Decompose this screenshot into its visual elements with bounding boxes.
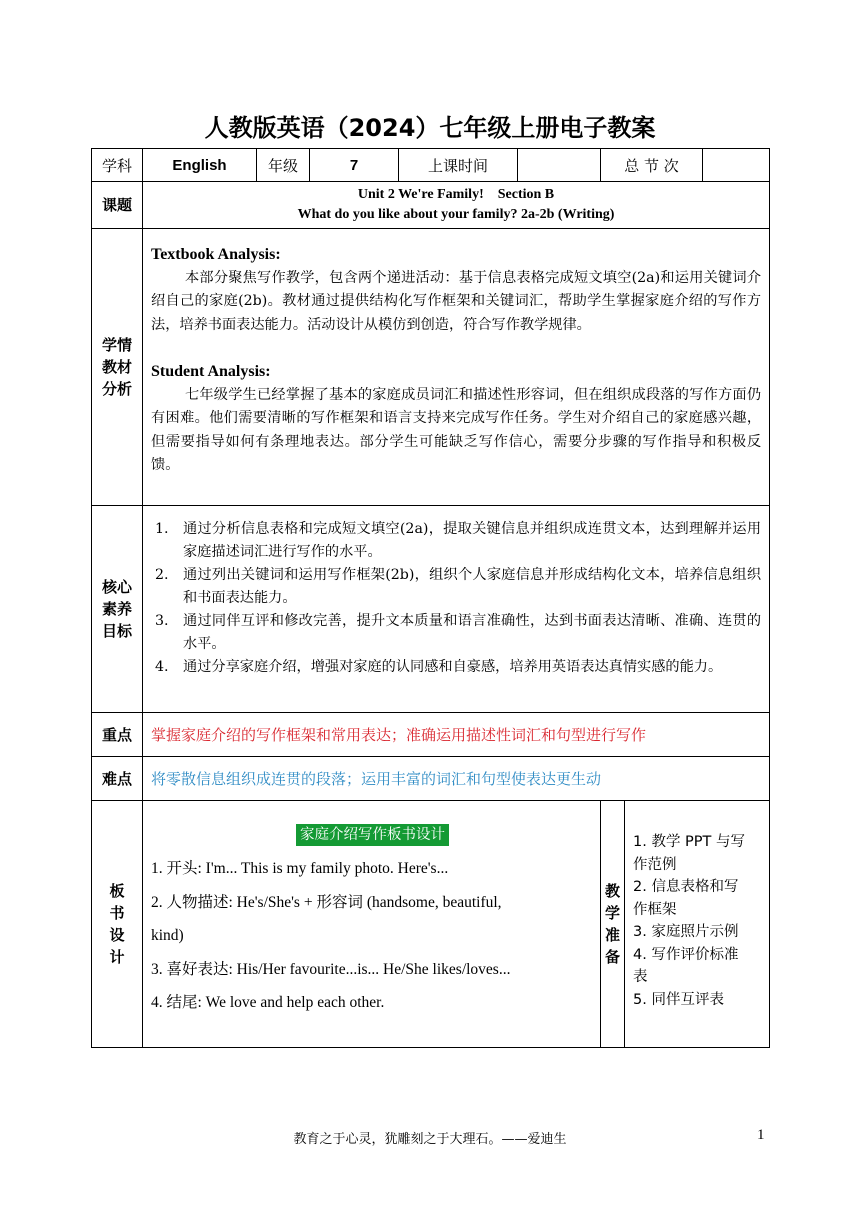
- objectives-label: [92, 506, 143, 713]
- page-title: 人教版英语（2024）七年级上册电子教案: [204, 114, 656, 142]
- analysis-label-line: 学情: [101, 336, 132, 354]
- key-point-row: [92, 713, 770, 757]
- difficulty-text: 将零散信息组织成连贯的段落；运用丰富的词汇和句型使表达更生动: [143, 757, 770, 801]
- objective-item: [151, 564, 761, 609]
- subject-value: English: [143, 149, 257, 182]
- objective-item: [151, 518, 761, 563]
- prep-line: 作范例: [633, 856, 677, 873]
- prep-line: 4. 写作评价标准: [633, 946, 739, 963]
- prep-line: 2. 信息表格和写: [633, 879, 739, 895]
- board-design-content: [143, 801, 601, 1048]
- topic-row: [92, 182, 770, 229]
- objectives-label-line: 目标: [101, 622, 132, 640]
- textbook-analysis-heading: Textbook Analysis:: [151, 246, 281, 263]
- board-label-char: 书: [109, 904, 125, 922]
- footer-quote: 教育之于心灵，犹雕刻之于大理石。——爱迪生: [293, 1132, 567, 1147]
- grade-value: 7: [310, 149, 399, 182]
- analysis-content: [143, 229, 770, 506]
- prep-line: 表: [633, 969, 648, 985]
- objective-number: 4.: [155, 659, 169, 675]
- total-sessions-value: [703, 149, 770, 182]
- analysis-row: [92, 229, 770, 506]
- objectives-label-line: 素养: [101, 600, 132, 618]
- student-analysis-heading: Student Analysis:: [151, 363, 271, 380]
- board-label-char: 板: [109, 882, 125, 900]
- prep-label-char: 备: [604, 948, 620, 966]
- objectives-content: [143, 506, 770, 713]
- objective-number: 2.: [155, 567, 169, 583]
- board-label-char: 设: [109, 926, 125, 944]
- objective-text: 通过分享家庭介绍，增强对家庭的认同感和自豪感，培养用英语表达真情实感的能力。: [183, 659, 723, 675]
- board-line: kind): [151, 927, 184, 944]
- total-sessions-label: 总 节 次: [601, 149, 703, 182]
- objectives-row: [92, 506, 770, 713]
- textbook-analysis-text: 本部分聚焦写作教学，包含两个递进活动：基于信息表格完成短文填空(2a)和运用关键词介绍自己的家庭(2b)。教材通过提供结构化写作框架和关键词汇，帮助学生掌握家庭介绍的写作方法，培养书面表达能力。活动设计从模仿到创造，符合写作教学规律。: [151, 269, 762, 333]
- prep-label-char: 学: [604, 904, 620, 922]
- difficulty-row: [92, 757, 770, 801]
- board-row: [92, 801, 770, 1048]
- class-time-value: [518, 149, 601, 182]
- difficulty-label: 难点: [92, 757, 143, 801]
- objective-number: 1.: [155, 521, 169, 537]
- class-time-label: 上课时间: [399, 149, 518, 182]
- analysis-label: [92, 229, 143, 506]
- grade-label: 年级: [257, 149, 310, 182]
- objectives-label-line: 核心: [101, 578, 132, 596]
- topic-line-2: What do you like about your family? 2a-2b (Writing): [297, 207, 615, 222]
- board-heading: [151, 823, 594, 844]
- prep-label-char: 准: [604, 926, 620, 944]
- prep-line: 3. 家庭照片示例: [633, 924, 739, 940]
- prep-content: [625, 801, 770, 1048]
- prep-label-char: 教: [604, 882, 620, 900]
- info-row: [92, 149, 770, 182]
- objective-text: 通过分析信息表格和完成短文填空(2a)，提取关键信息并组织成连贯文本，达到理解并运用家庭描述词汇进行写作的水平。: [183, 521, 762, 560]
- analysis-label-line: 教材: [101, 358, 132, 376]
- board-label: [92, 801, 143, 1048]
- board-line: 2. 人物描述: He's/She's + 形容词 (handsome, beautiful,: [151, 893, 502, 911]
- prep-line: 1. 教学 PPT 与写: [633, 834, 746, 850]
- objective-text: 通过列出关键词和运用写作框架(2b)，组织个人家庭信息并形成结构化文本，培养信息组织和书面表达能力。: [183, 567, 762, 606]
- prep-line: 5. 同伴互评表: [633, 991, 724, 1008]
- lesson-plan-table: [91, 148, 770, 1048]
- objective-text: 通过同伴互评和修改完善，提升文本质量和语言准确性，达到书面表达清晰、准确、连贯的水平。: [183, 613, 762, 652]
- objectives-list: [151, 518, 761, 679]
- subject-label: 学科: [92, 149, 143, 182]
- board-line: 1. 开头: I'm... This is my family photo. Here's...: [151, 860, 449, 877]
- key-point-text: 掌握家庭介绍的写作框架和常用表达；准确运用描述性词汇和句型进行写作: [143, 713, 770, 757]
- objective-number: 3.: [155, 613, 169, 629]
- page-number: 1: [757, 1127, 765, 1143]
- board-line: 3. 喜好表达: His/Her favourite...is... He/She likes/loves...: [151, 960, 511, 978]
- prep-label: [601, 801, 625, 1048]
- board-line: 4. 结尾: We love and help each other.: [151, 994, 385, 1011]
- prep-line: 作框架: [633, 901, 677, 918]
- board-label-char: 计: [109, 948, 125, 966]
- student-analysis-text: 七年级学生已经掌握了基本的家庭成员词汇和描述性形容词，但在组织成段落的写作方面仍有困难。他们需要清晰的写作框架和语言支持来完成写作任务。学生对介绍自己的家庭感兴趣，但需要指导如何有条理地表达。部分学生可能缺乏写作信心，需要分步骤的写作指导和积极反馈。: [151, 386, 762, 473]
- topic-line-1: Unit 2 We're Family! Section B: [357, 187, 555, 202]
- objective-item: [151, 656, 761, 679]
- topic-label: 课题: [92, 182, 143, 229]
- analysis-label-line: 分析: [101, 380, 132, 398]
- board-heading-text: 家庭介绍写作板书设计: [296, 824, 449, 846]
- objective-item: [151, 610, 761, 655]
- key-point-label: 重点: [92, 713, 143, 757]
- topic-content: [143, 182, 770, 229]
